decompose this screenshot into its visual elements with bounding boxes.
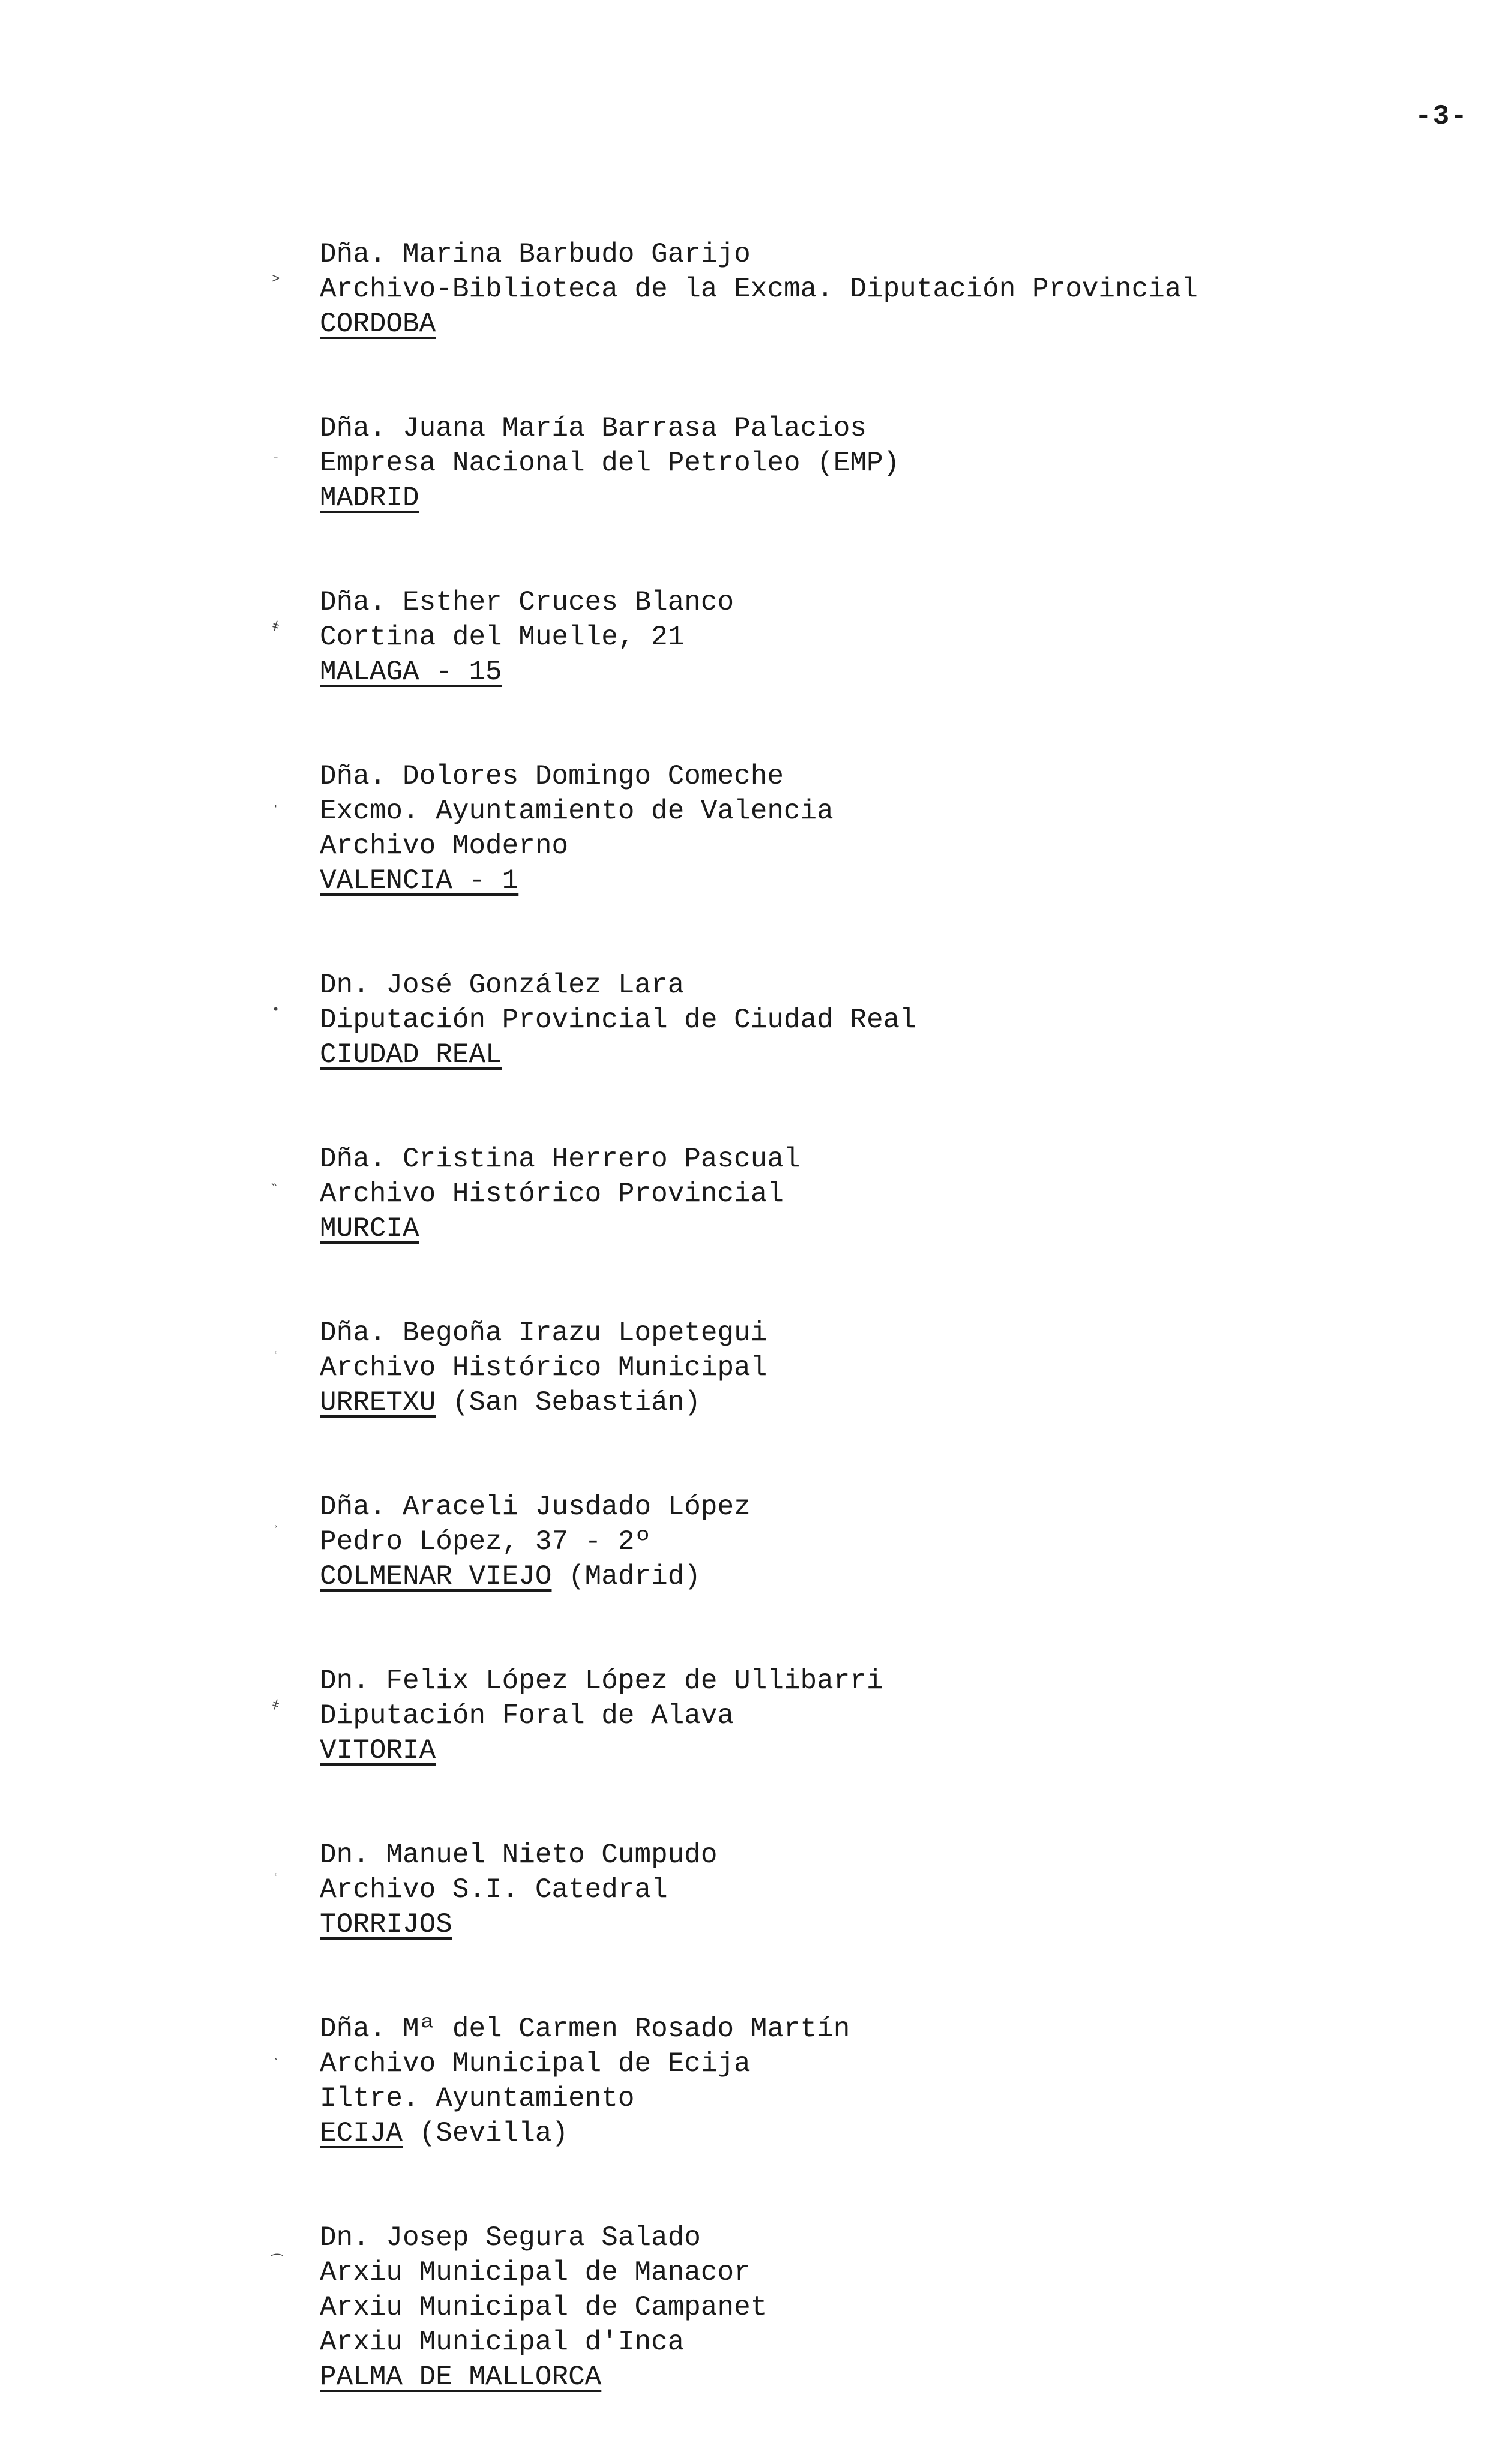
margin-tick-mark: ˌ [272,794,280,809]
address-entry [272,1664,1460,1768]
recipient-name: Dña. Cristina Herrero Pascual [320,1144,801,1175]
city-line [320,481,1460,515]
margin-tick-mark: ʾ [272,1524,280,1539]
recipient-name: Dña. Esther Cruces Blanco [320,587,734,618]
recipient-name: Dn. Josep Segura Salado [320,2222,701,2253]
address-entry [272,759,1460,898]
address-line: Archivo Municipal de Ecija [320,2048,751,2079]
city-line [320,2360,1460,2394]
address-line: Pedro López, 37 - 2º [320,1526,652,1557]
address-entry [272,237,1460,341]
city-line [320,1211,1460,1246]
address-entry [272,968,1460,1072]
recipient-name: Dña. Juana María Barrasa Palacios [320,413,867,444]
city-name: VALENCIA - 1 [320,865,519,896]
city-suffix: (Madrid) [551,1561,701,1592]
address-line: Excmo. Ayuntamiento de Valencia [320,796,834,827]
city-line [320,1733,1460,1768]
margin-tick-mark: ʿ [272,1350,280,1365]
address-line: Archivo S.I. Catedral [320,1874,668,1905]
address-line: Diputación Foral de Alava [320,1700,734,1731]
city-line [320,1037,1460,1072]
address-line: Iltre. Ayuntamiento [320,2083,635,2114]
city-line [320,307,1460,341]
city-name: COLMENAR VIEJO [320,1561,552,1592]
city-name: ECIJA [320,2118,403,2149]
recipient-list [272,237,1460,2464]
address-entry [272,1490,1460,1594]
page-number: -3- [1415,101,1468,132]
address-line: Arxiu Municipal de Manacor [320,2257,751,2288]
city-name: URRETXU [320,1387,436,1418]
address-line: Arxiu Municipal d'Inca [320,2327,685,2358]
address-entry [272,1142,1460,1246]
address-entry [272,585,1460,689]
margin-tick-mark: ˵ [272,1177,280,1192]
address-entry [272,1838,1460,1942]
recipient-name: Dña. Araceli Jusdado López [320,1491,751,1523]
address-line: Arxiu Municipal de Campanet [320,2292,768,2323]
city-name: VITORIA [320,1735,436,1766]
city-name: MALAGA - 15 [320,656,502,688]
margin-tick-mark: ˍ [272,446,280,461]
address-line: Empresa Nacional del Petroleo (EMP) [320,448,900,479]
address-entry [272,411,1460,515]
city-line [320,655,1460,689]
city-line [320,863,1460,898]
city-name: TORRIJOS [320,1909,452,1940]
recipient-name: Dña. Mª del Carmen Rosado Martín [320,2013,850,2045]
address-line: Archivo-Biblioteca de la Excma. Diputación Provincial [320,274,1198,305]
margin-tick-mark: ˎ [272,2046,280,2061]
margin-tick-mark: ҂ [272,1698,280,1713]
address-entry [272,2220,1460,2394]
recipient-name: Dn. Felix López López de Ullibarri [320,1665,883,1697]
recipient-name: Dña. Marina Barbudo Garijo [320,239,751,270]
recipient-name: Dña. Dolores Domingo Comeche [320,761,784,792]
city-name: MURCIA [320,1213,419,1244]
city-line [320,1385,1460,1420]
city-name: CIUDAD REAL [320,1039,502,1070]
address-entry [272,1316,1460,1420]
city-line [320,1907,1460,1942]
city-line [320,2116,1460,2151]
address-line: Diputación Provincial de Ciudad Real [320,1004,916,1036]
city-suffix: (San Sebastián) [436,1387,701,1418]
city-suffix: (Sevilla) [403,2118,569,2149]
recipient-name: Dn. José González Lara [320,970,685,1001]
margin-tick-mark: ⁀ [272,2255,283,2270]
margin-tick-mark: ˃ [272,272,280,287]
recipient-name: Dña. Begoña Irazu Lopetegui [320,1317,768,1349]
city-line [320,1559,1460,1594]
margin-tick-mark: ʿ [272,1872,280,1887]
address-line: Archivo Histórico Municipal [320,1352,768,1383]
city-name: MADRID [320,482,419,514]
city-name: CORDOBA [320,308,436,340]
margin-tick-mark: • [272,1003,280,1018]
margin-tick-mark: ҂ [272,620,280,635]
address-line: Archivo Histórico Provincial [320,1178,784,1210]
address-entry [272,2012,1460,2151]
address-line: Cortina del Muelle, 21 [320,622,685,653]
city-name: PALMA DE MALLORCA [320,2361,602,2393]
recipient-name: Dn. Manuel Nieto Cumpudo [320,1839,718,1871]
address-line: Archivo Moderno [320,830,569,862]
